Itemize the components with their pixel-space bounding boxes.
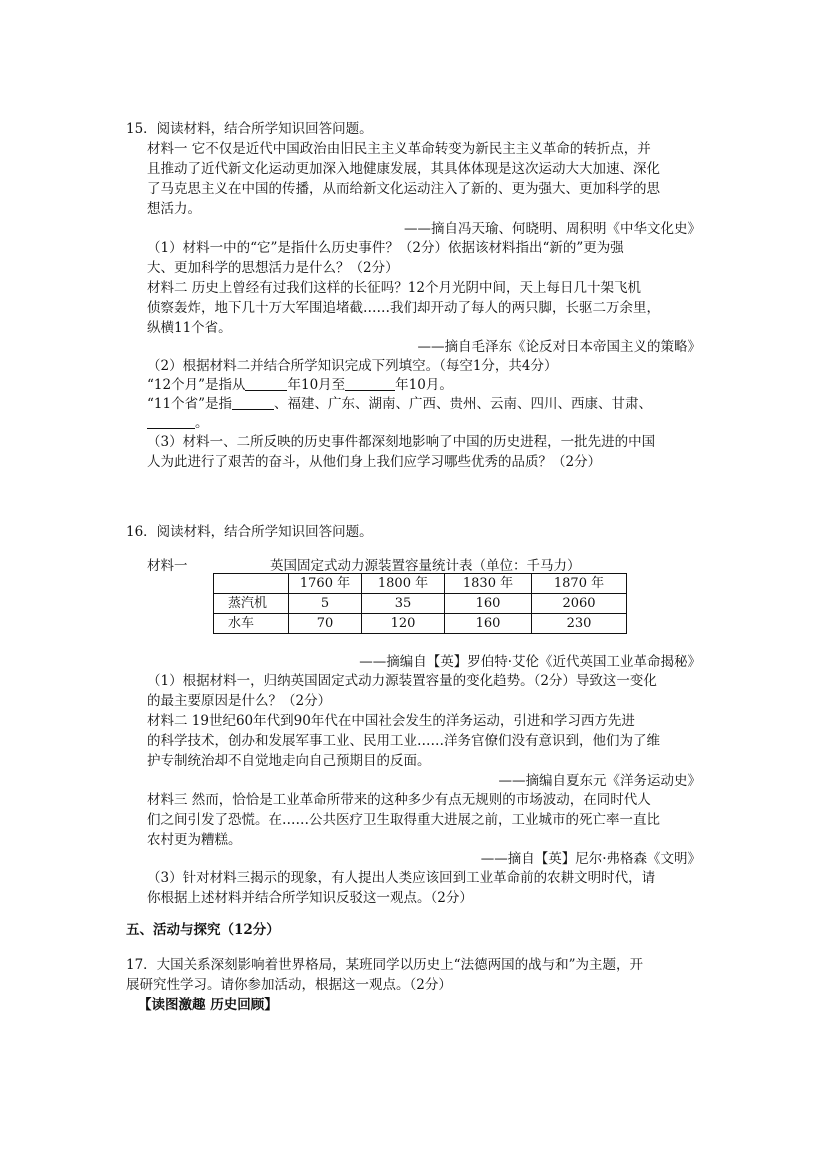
capacity-table (213, 573, 627, 634)
q15-q2-text: “12个月”是指从 (147, 377, 246, 393)
table-header-cell: 1830 年 (445, 574, 532, 594)
q15-material1-line: 了马克思主义在中国的传播，从而给新文化运动注入了新的、更为强大、更加科学的思 (147, 181, 660, 197)
q15-material2-line: 材料二 历史上曾经有过我们这样的长征吗？12个月光阴中间，天上每日几十架飞机 (147, 280, 641, 296)
q16-material3-line: 材料三 然而，恰恰是工业革命所带来的这种多少有点无规则的市场波动，在同时代人 (147, 792, 651, 808)
table-cell: 2060 (532, 594, 627, 614)
q15-material2-source: ——摘自毛泽东《论反对日本帝国主义的策略》 (417, 339, 701, 355)
q16-question1-line: 的最主要原因是什么？（2分） (147, 693, 332, 709)
q17-subtitle: 【读图激趣 历史回顾】 (138, 997, 278, 1013)
q15-material2-line: 纵横11个省。 (147, 320, 232, 336)
q16-material3-line: 农村更为糟糕。 (147, 832, 242, 848)
q15-material1-line: 想活力。 (147, 201, 201, 217)
q16-material1-label: 材料一 (147, 558, 188, 574)
answer-blank[interactable] (147, 414, 195, 429)
table-cell: 120 (362, 614, 445, 634)
q15-material1-line: 且推动了近代新文化运动更加深入地健康发展，其具体体现是这次运动大大加速、深化 (147, 161, 660, 177)
q16-table-title: 英国固定式动力源装置容量统计表（单位：千马力） (270, 558, 581, 574)
q15-material1-line: 材料一 它不仅是近代中国政治由旧民主主义革命转变为新民主主义革命的转折点，并 (147, 141, 651, 157)
table-header-row (214, 574, 627, 594)
q15-q2-text: “11个省”是指 (147, 396, 232, 412)
q15-question2-intro: （2）根据材料二并结合所学知识完成下列填空。（每空1分，共4分） (147, 358, 558, 374)
q16-title: 16．阅读材料，结合所学知识回答问题。 (126, 524, 373, 540)
answer-blank[interactable] (345, 376, 395, 391)
table-cell: 160 (445, 614, 532, 634)
table-row (214, 614, 627, 634)
q16-material2-line: 的科学技术，创办和发展军事工业、民用工业……洋务官僚们没有意识到，他们为了维 (147, 733, 660, 749)
table-cell: 5 (289, 594, 362, 614)
answer-blank[interactable] (245, 376, 287, 391)
q17-line: 展研究性学习。请你参加活动，根据这一观点。（2分） (126, 977, 452, 993)
table-row-label: 蒸汽机 (214, 594, 289, 614)
table-header-cell: 1760 年 (289, 574, 362, 594)
q15-title: 15．阅读材料，结合所学知识回答问题。 (126, 121, 373, 137)
answer-blank[interactable] (232, 395, 274, 410)
table-row (214, 594, 627, 614)
q16-material2-line: 护专制统治却不自觉地走向自己预期目的反面。 (147, 753, 431, 769)
table-header-cell: 1870 年 (532, 574, 627, 594)
q15-question3-line: （3）材料一、二所反映的历史事件都深刻地影响了中国的历史进程，一批先进的中国 (147, 434, 656, 450)
table-header-cell (214, 574, 289, 594)
q15-question1-line: 大、更加科学的思想活力是什么？（2分） (147, 260, 399, 276)
q15-question1-line: （1）材料一中的“它”是指什么历史事件？（2分）依据该材料指出“新的”更为强 (147, 240, 624, 256)
q16-material2-source: ——摘编自夏东元《洋务运动史》 (498, 773, 701, 789)
q15-question3-line: 人为此进行了艰苦的奋斗，从他们身上我们应学习哪些优秀的品质？（2分） (147, 454, 602, 470)
q16-material3-line: 们之间引发了恐慌。在……公共医疗卫生取得重大进展之前，工业城市的死亡率一直比 (147, 812, 660, 828)
section-heading: 五、活动与探究（12分） (126, 922, 280, 938)
q16-material2-line: 材料二 19世纪60年代到90年代在中国社会发生的洋务运动，引进和学习西方先进 (147, 713, 635, 729)
q15-q2-text: 、福建、广东、湖南、广西、贵州、云南、四川、西康、甘肃、 (273, 396, 652, 412)
q16-question3-line: 你根据上述材料并结合所学知识反驳这一观点。（2分） (147, 890, 473, 906)
table-header-cell: 1800 年 (362, 574, 445, 594)
q15-q2-text: 年10月至 (287, 377, 346, 393)
table-cell: 35 (362, 594, 445, 614)
q16-material3-source: ——摘自【英】尼尔·弗格森《文明》 (480, 851, 701, 867)
table-cell: 160 (445, 594, 532, 614)
q15-question2-blank-line (147, 375, 453, 395)
q15-q2-text: 年10月。 (395, 377, 453, 393)
table-cell: 70 (289, 614, 362, 634)
q16-question3-line: （3）针对材料三揭示的现象，有人提出人类应该回到工业革命前的农耕文明时代，请 (147, 870, 656, 886)
q16-material1-source: ——摘编自【英】罗伯特·艾伦《近代英国工业革命揭秘》 (359, 654, 701, 670)
table-cell: 230 (532, 614, 627, 634)
table-row-label: 水车 (214, 614, 289, 634)
q17-line: 17．大国关系深刻影响着世界格局，某班同学以历史上“法德两国的战与和”为主题，开 (126, 957, 643, 973)
q15-material2-line: 侦察轰炸，地下几十万大军围追堵截……我们却开动了每人的两只脚，长驱二万余里， (147, 300, 660, 316)
q16-question1-line: （1）根据材料一，归纳英国固定式动力源装置容量的变化趋势。（2分）导致这一变化 (147, 673, 657, 689)
q15-question2-blank-line (147, 394, 652, 414)
q15-material1-source: ——摘自冯天瑜、何晓明、周积明《中华文化史》 (404, 221, 701, 237)
q15-q2-text: 。 (195, 415, 209, 431)
q15-question2-blank-line (147, 413, 209, 433)
